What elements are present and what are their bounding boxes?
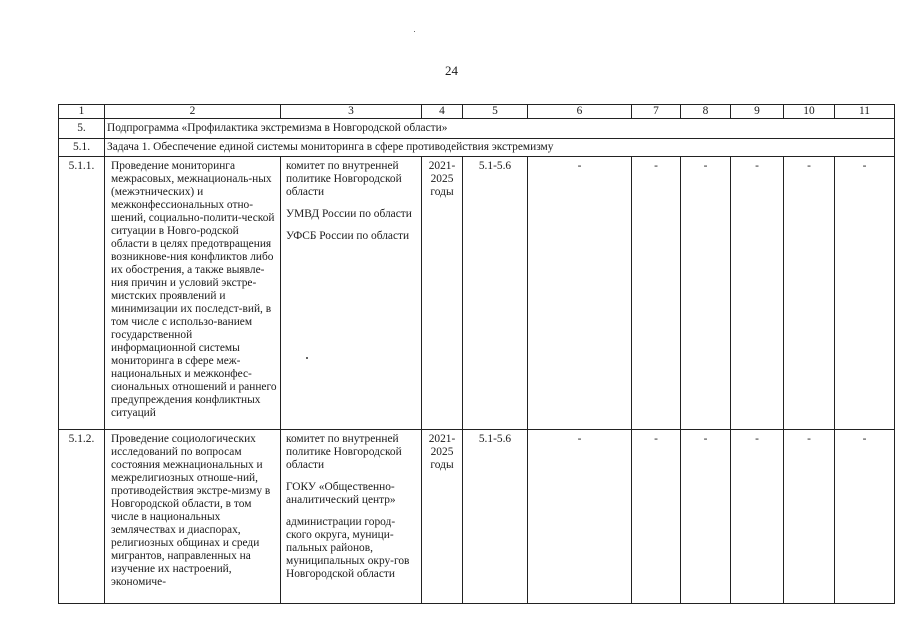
column-header: 11 (835, 105, 895, 119)
table-row (59, 430, 895, 604)
scan-speck (306, 357, 308, 359)
indicators-cell: 5.1-5.6 (463, 157, 528, 430)
measure-description: Проведение социологических исследований по вопросам состояния межнациональных и межрелигиозных отноше-ний, противодействия экстре-мизму в Новгородской области, в том числе в национальных землячествах и диаспорах, религиозных общинах и среди мигрантов, направленных на изучение их настроений, экономиче- (105, 430, 281, 604)
scan-speck (414, 31, 415, 32)
value-cell: - (731, 157, 784, 430)
responsible-entity: администрации город-ского округа, муници-пальных районов, муниципальных окру-гов Новгородской области (286, 516, 410, 580)
value-cell: - (784, 430, 835, 604)
value-cell: - (528, 157, 632, 430)
responsible-cell (281, 430, 422, 604)
period-cell: 2021-2025 годы (422, 430, 463, 604)
program-table-container (58, 104, 870, 604)
page-number: 24 (445, 63, 458, 78)
section-number: 5. (59, 119, 105, 139)
column-number-row (59, 105, 895, 119)
column-header: 3 (281, 105, 422, 119)
row-number: 5.1.1. (59, 157, 105, 430)
value-cell: - (632, 430, 681, 604)
value-cell: - (632, 157, 681, 430)
column-header: 2 (105, 105, 281, 119)
section-row (59, 119, 895, 139)
task-row (59, 139, 895, 157)
value-cell: - (681, 157, 731, 430)
value-cell: - (681, 430, 731, 604)
value-cell: - (835, 157, 895, 430)
responsible-cell (281, 157, 422, 430)
column-header: 10 (784, 105, 835, 119)
table-row (59, 157, 895, 430)
value-cell: - (528, 430, 632, 604)
program-table (58, 104, 895, 604)
responsible-entity: ГОКУ «Общественно-аналитический центр» (286, 481, 396, 506)
column-header: 9 (731, 105, 784, 119)
column-header: 6 (528, 105, 632, 119)
column-header: 4 (422, 105, 463, 119)
row-number: 5.1.2. (59, 430, 105, 604)
period-cell: 2021-2025 годы (422, 157, 463, 430)
responsible-entity: УМВД России по области (286, 208, 412, 220)
indicators-cell: 5.1-5.6 (463, 430, 528, 604)
value-cell: - (784, 157, 835, 430)
value-cell: - (835, 430, 895, 604)
task-title: Задача 1. Обеспечение единой системы мониторинга в сфере противодействия экстремизму (105, 139, 895, 157)
task-number: 5.1. (59, 139, 105, 157)
section-title: Подпрограмма «Профилактика экстремизма в Новгородской области» (105, 119, 895, 139)
measure-description: Проведение мониторинга межрасовых, межнациональ-ных (межэтнических) и межконфессиональных отно-шений, социально-полити-ческой ситуации в Новго-родской области в целях предотвращения возникнове-ния конфликтов либо их обострения, а также выявле-ния причин и условий экстре-мистских проявлений и минимизации их последст-вий, в том числе с использо-ванием государственной информационной системы мониторинга в сфере меж-национальных и межконфес-сиональных отношений и раннего предупреждения конфликтных ситуаций (105, 157, 281, 430)
column-header: 7 (632, 105, 681, 119)
column-header: 5 (463, 105, 528, 119)
value-cell: - (731, 430, 784, 604)
responsible-entity: комитет по внутренней политике Новгородской области (286, 433, 402, 471)
responsible-entity: УФСБ России по области (286, 230, 410, 242)
column-header: 8 (681, 105, 731, 119)
column-header: 1 (59, 105, 105, 119)
responsible-entity: комитет по внутренней политике Новгородской области (286, 160, 402, 198)
